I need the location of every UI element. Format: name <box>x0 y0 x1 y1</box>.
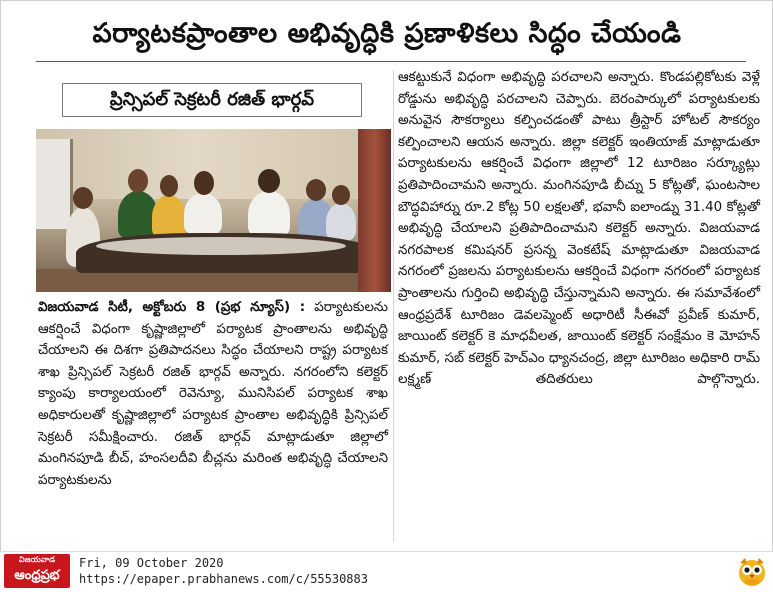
article-subheadline: ప్రిన్సిపల్ సెక్రటరీ రజిత్ భార్గవ్ <box>109 89 315 110</box>
photo-curtain <box>358 129 391 292</box>
owl-icon <box>737 555 767 587</box>
photo-person-head <box>306 179 326 201</box>
photo-person-head <box>194 171 214 195</box>
column-divider <box>393 70 394 542</box>
newspaper-logo[interactable] <box>4 554 70 588</box>
photo-person <box>184 193 222 235</box>
meeting-photo <box>36 129 391 292</box>
article-right-column <box>398 67 760 391</box>
photo-window <box>36 139 73 229</box>
article-headline: పర్యాటకప్రాంతాల అభివృద్ధికి ప్రణాళికలు సిద్ధం చేయండి <box>92 18 682 49</box>
photo-person-head <box>332 185 350 205</box>
article-right-text: ఆకట్టుకునే విధంగా అభివృద్ధి పరచాలని అన్నారు. కొండపల్లికోటకు వెళ్లే రోడ్డును అభివృద్ధి పరచాలని చెప్పారు. బెరంపార్కులో పర్యాటకులకు అనువైన సౌకర్యాలు కల్పించడంతో పాటు త్రీస్టార్ హోటల్ సౌకర్యం కల్పించాలని ఆయన అన్నారు. జిల్లా కలెక్టర్ ఇంతియాజ్ మాట్లాడుతూ పర్యాటకులను ఆకర్షించే విధంగా జిల్లాలో 12 టూరిజం సర్క్యూట్లు ప్రతిపాదించామని అన్నారు. మంగినపూడి బీచ్ను 5 కోట్లతో, ఘంటసాల బౌద్ధవిహార్ను రూ.2 కోట్ల 50 లక్షలతో, భవానీ ఐలాండ్ను 31.40 కోట్లతో అభివృద్ధి చేయాలని ప్రతిపాదించామని కలెక్టర్ అన్నారు. విజయవాడ నగరపాలక కమిషనర్ ప్రసన్న వెంకటేష్ మాట్లాడుతూ విజయవాడ నగరంలో ప్రజలను పర్యాటకులను ఆకర్షించే విధంగా నగరంలో పర్యాటక ప్రాంతాలను గుర్తించి అభివృద్ధి చేస్తున్నామని అన్నారు. ఈ సమావేశంలో ఆంధ్రప్రదేశ్ టూరిజం డెవలప్మెంట్ అధారిటీ సీఈవో ప్రవీణ్ కుమార్, జాయింట్ కలెక్టర్ కె మాధవీలత, జాయింట్ కలెక్టర్ సంక్షేమం కె మోహన్ కుమార్, సబ్ కలెక్టర్ హెచ్ఎం ధ్యానచంద్ర, జిల్లా టూరిజం అధికారి రామ్ లక్ష్మణ్ తదితరులు పాల్గొన్నారు. <box>398 70 760 388</box>
headline-rule <box>36 61 746 62</box>
logo-edition: విజయవాడ <box>18 555 56 564</box>
photo-person-head <box>258 169 280 193</box>
article-left-paragraph <box>38 297 388 491</box>
article-left-text: పర్యాటకులను ఆకర్షించే విధంగా కృష్ణాజిల్లాలో పర్యాటక ప్రాంతాలను అభివృద్ధి చేయాలని ఈ దిశగా ప్రతిపాదనలు సిద్ధం చేయాలని రాష్ట్ర పర్యాటక శాఖ ప్రిన్సిపల్ సెక్రటరీ రజిత్ భార్గవ్ అన్నారు. నగరంలోని కలెక్టర్ క్యాంపు కార్యాలయంలో రెవెన్యూ, మునిసిపల్ పర్యాటక శాఖ అధికారులతో కృష్ణాజిల్లాలో పర్యాటక ప్రాంతాల అభివృద్ధికి ప్రిన్సిపల్ సెక్రటరీ సమీక్షించారు. రజిత్ భార్గవ్ మాట్లాడుతూ జిల్లాలో మంగినపూడి బీచ్, హంసలదీవి బీచ్లను మరింత అభివృద్ధి చేయాలని పర్యాటకులను <box>38 300 388 488</box>
footer-date: Fri, 09 October 2020 <box>79 556 224 570</box>
photo-person-head <box>128 169 148 193</box>
footer-url-link[interactable]: https://epaper.prabhanews.com/c/55530883 <box>79 572 368 586</box>
logo-title: ఆంధ్రప్రభ <box>14 568 60 583</box>
photo-person <box>326 203 356 241</box>
article-dateline: విజయవాడ సిటీ, అక్టోబరు 8 (ప్రభ న్యూస్) : <box>38 300 306 315</box>
article-left-column <box>38 297 388 491</box>
photo-table-papers <box>96 237 346 255</box>
photo-person-head <box>160 175 178 197</box>
photo-person <box>248 191 290 237</box>
photo-person-head <box>73 187 93 209</box>
